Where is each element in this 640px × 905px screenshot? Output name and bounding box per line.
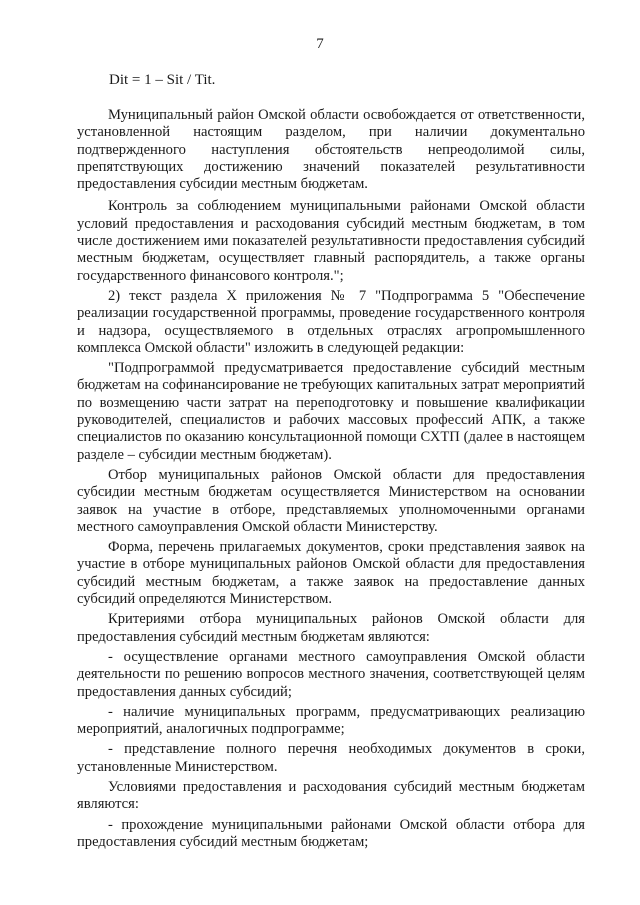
list-item: - наличие муниципальных программ, предусматривающих реализацию мероприятий, аналогичных подпрограмме;	[77, 703, 585, 738]
paragraph: Контроль за соблюдением муниципальными районами Омской области условий предоставления и расходования субсидий местным бюджетам, в том числе достижением ими показателей результативности предоставления субсидий местным бюджетам, осуществляет главный распорядитель, а также органы государственного финансового контроля.";	[77, 198, 585, 284]
body-text	[77, 107, 585, 854]
paragraph: Форма, перечень прилагаемых документов, сроки представления заявок на участие в отборе муниципальных районов Омской области для предоставления субсидий местным бюджетам, а также заявок на предоставление данных субсидий определяются Министерством.	[77, 539, 585, 608]
paragraph: Критериями отбора муниципальных районов Омской области для предоставления субсидий местным бюджетам являются:	[77, 611, 585, 645]
paragraph: 2) текст раздела X приложения № 7 "Подпрограмма 5 "Обеспечение реализации государственной программы, проведение государственного контроля и надзора, осуществляемого в отдельных отраслях агропромышленного комплекса Омской области" изложить в следующей редакции:	[77, 287, 585, 356]
formula: Dit = 1 – Sit / Tit.	[109, 72, 216, 88]
list-item: - представление полного перечня необходимых документов в сроки, установленные Министерством.	[77, 741, 585, 775]
paragraph: Условиями предоставления и расходования субсидий местным бюджетам являются:	[77, 778, 585, 813]
list-item: - осуществление органами местного самоуправления Омской области деятельности по решению вопросов местного значения, соответствующей целям предоставления данных субсидий;	[77, 648, 585, 700]
list-item: - прохождение муниципальными районами Омской области отбора для предоставления субсидий местным бюджетам;	[77, 816, 585, 850]
paragraph: Отбор муниципальных районов Омской области для предоставления субсидии местным бюджетам осуществляется Министерством на основании заявок на участие в отборе, представляемых уполномоченными органами местного самоуправления Омской области Министерству.	[77, 466, 585, 535]
page-number: 7	[316, 36, 324, 52]
paragraph: "Подпрограммой предусматривается предоставление субсидий местным бюджетам на софинансирование не требующих капитальных затрат мероприятий по возмещению части затрат на переподготовку и повышение квалификации руководителей, специалистов и рабочих массовых профессий АПК, а также специалистов по оказанию консультационной помощи СХТП (далее в настоящем разделе – субсидии местным бюджетам).	[77, 360, 585, 463]
paragraph: Муниципальный район Омской области освобождается от ответственности, установленной настоящим разделом, при наличии документально подтвержденного наступления обстоятельств непреодолимой силы, препятствующих достижению значений показателей результативности предоставления субсидии местным бюджетам.	[77, 107, 585, 193]
